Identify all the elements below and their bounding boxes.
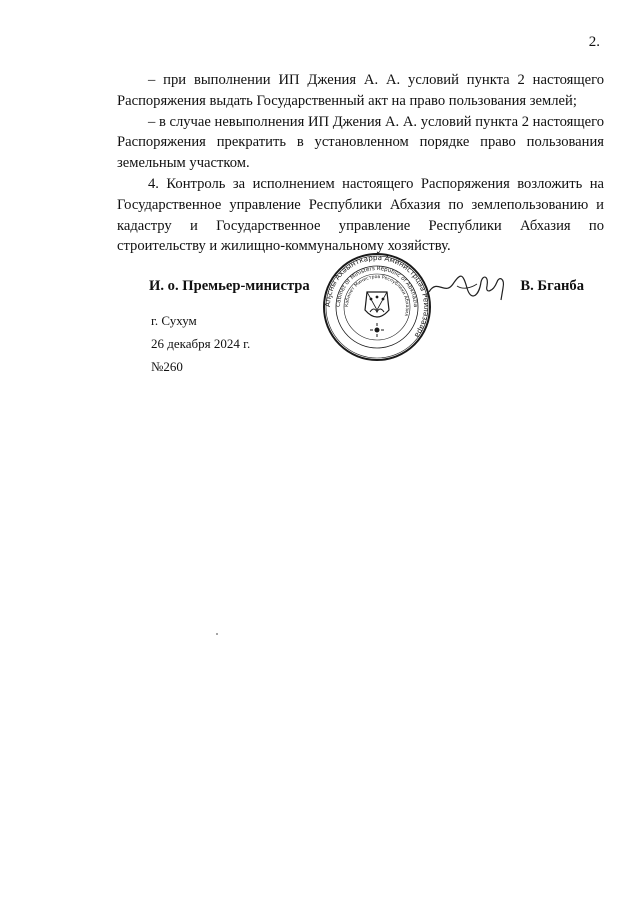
paragraph-terminate-right: – в случае невыполнения ИП Джения А. А. условий пункта 2 настоящего Распоряжения прекратить в установленном порядке право пользования земельным участком. (117, 113, 604, 172)
paragraph-issue-act: – при выполнении ИП Джения А. А. условий пункта 2 настоящего Распоряжения выдать Государственный акт на право пользования землей; (117, 72, 604, 109)
seal-inner-text: Кабинет Министров Республики Абхазия (344, 274, 410, 317)
signer-name: В. Бганба (520, 278, 584, 294)
handwritten-signature-icon (427, 270, 507, 302)
coat-of-arms-icon (365, 292, 389, 337)
document-body (117, 70, 604, 257)
page-number: 2. (588, 34, 600, 50)
seal-middle-text: Cabinet of Ministers Republic of Abkhazia (335, 265, 419, 308)
document-number: №260 (151, 359, 183, 374)
issue-city: г. Сухум (151, 313, 197, 328)
seal-outer-text: Аҧсны Ахәынткарра Аминистрцәа Реилазаара (322, 252, 432, 340)
issue-date: 26 декабря 2024 г. (151, 336, 251, 351)
paragraph-control: 4. Контроль за исполнением настоящего Распоряжения возложить на Государственное управление Республики Абхазия по землепользованию и кадастру и Государственное управление Республики Абхазия по строительству и жилищно-коммунальному хозяйству. (117, 175, 604, 255)
scan-speck (216, 633, 218, 635)
signer-title: И. о. Премьер-министра (149, 278, 310, 294)
official-seal-icon (315, 252, 439, 362)
